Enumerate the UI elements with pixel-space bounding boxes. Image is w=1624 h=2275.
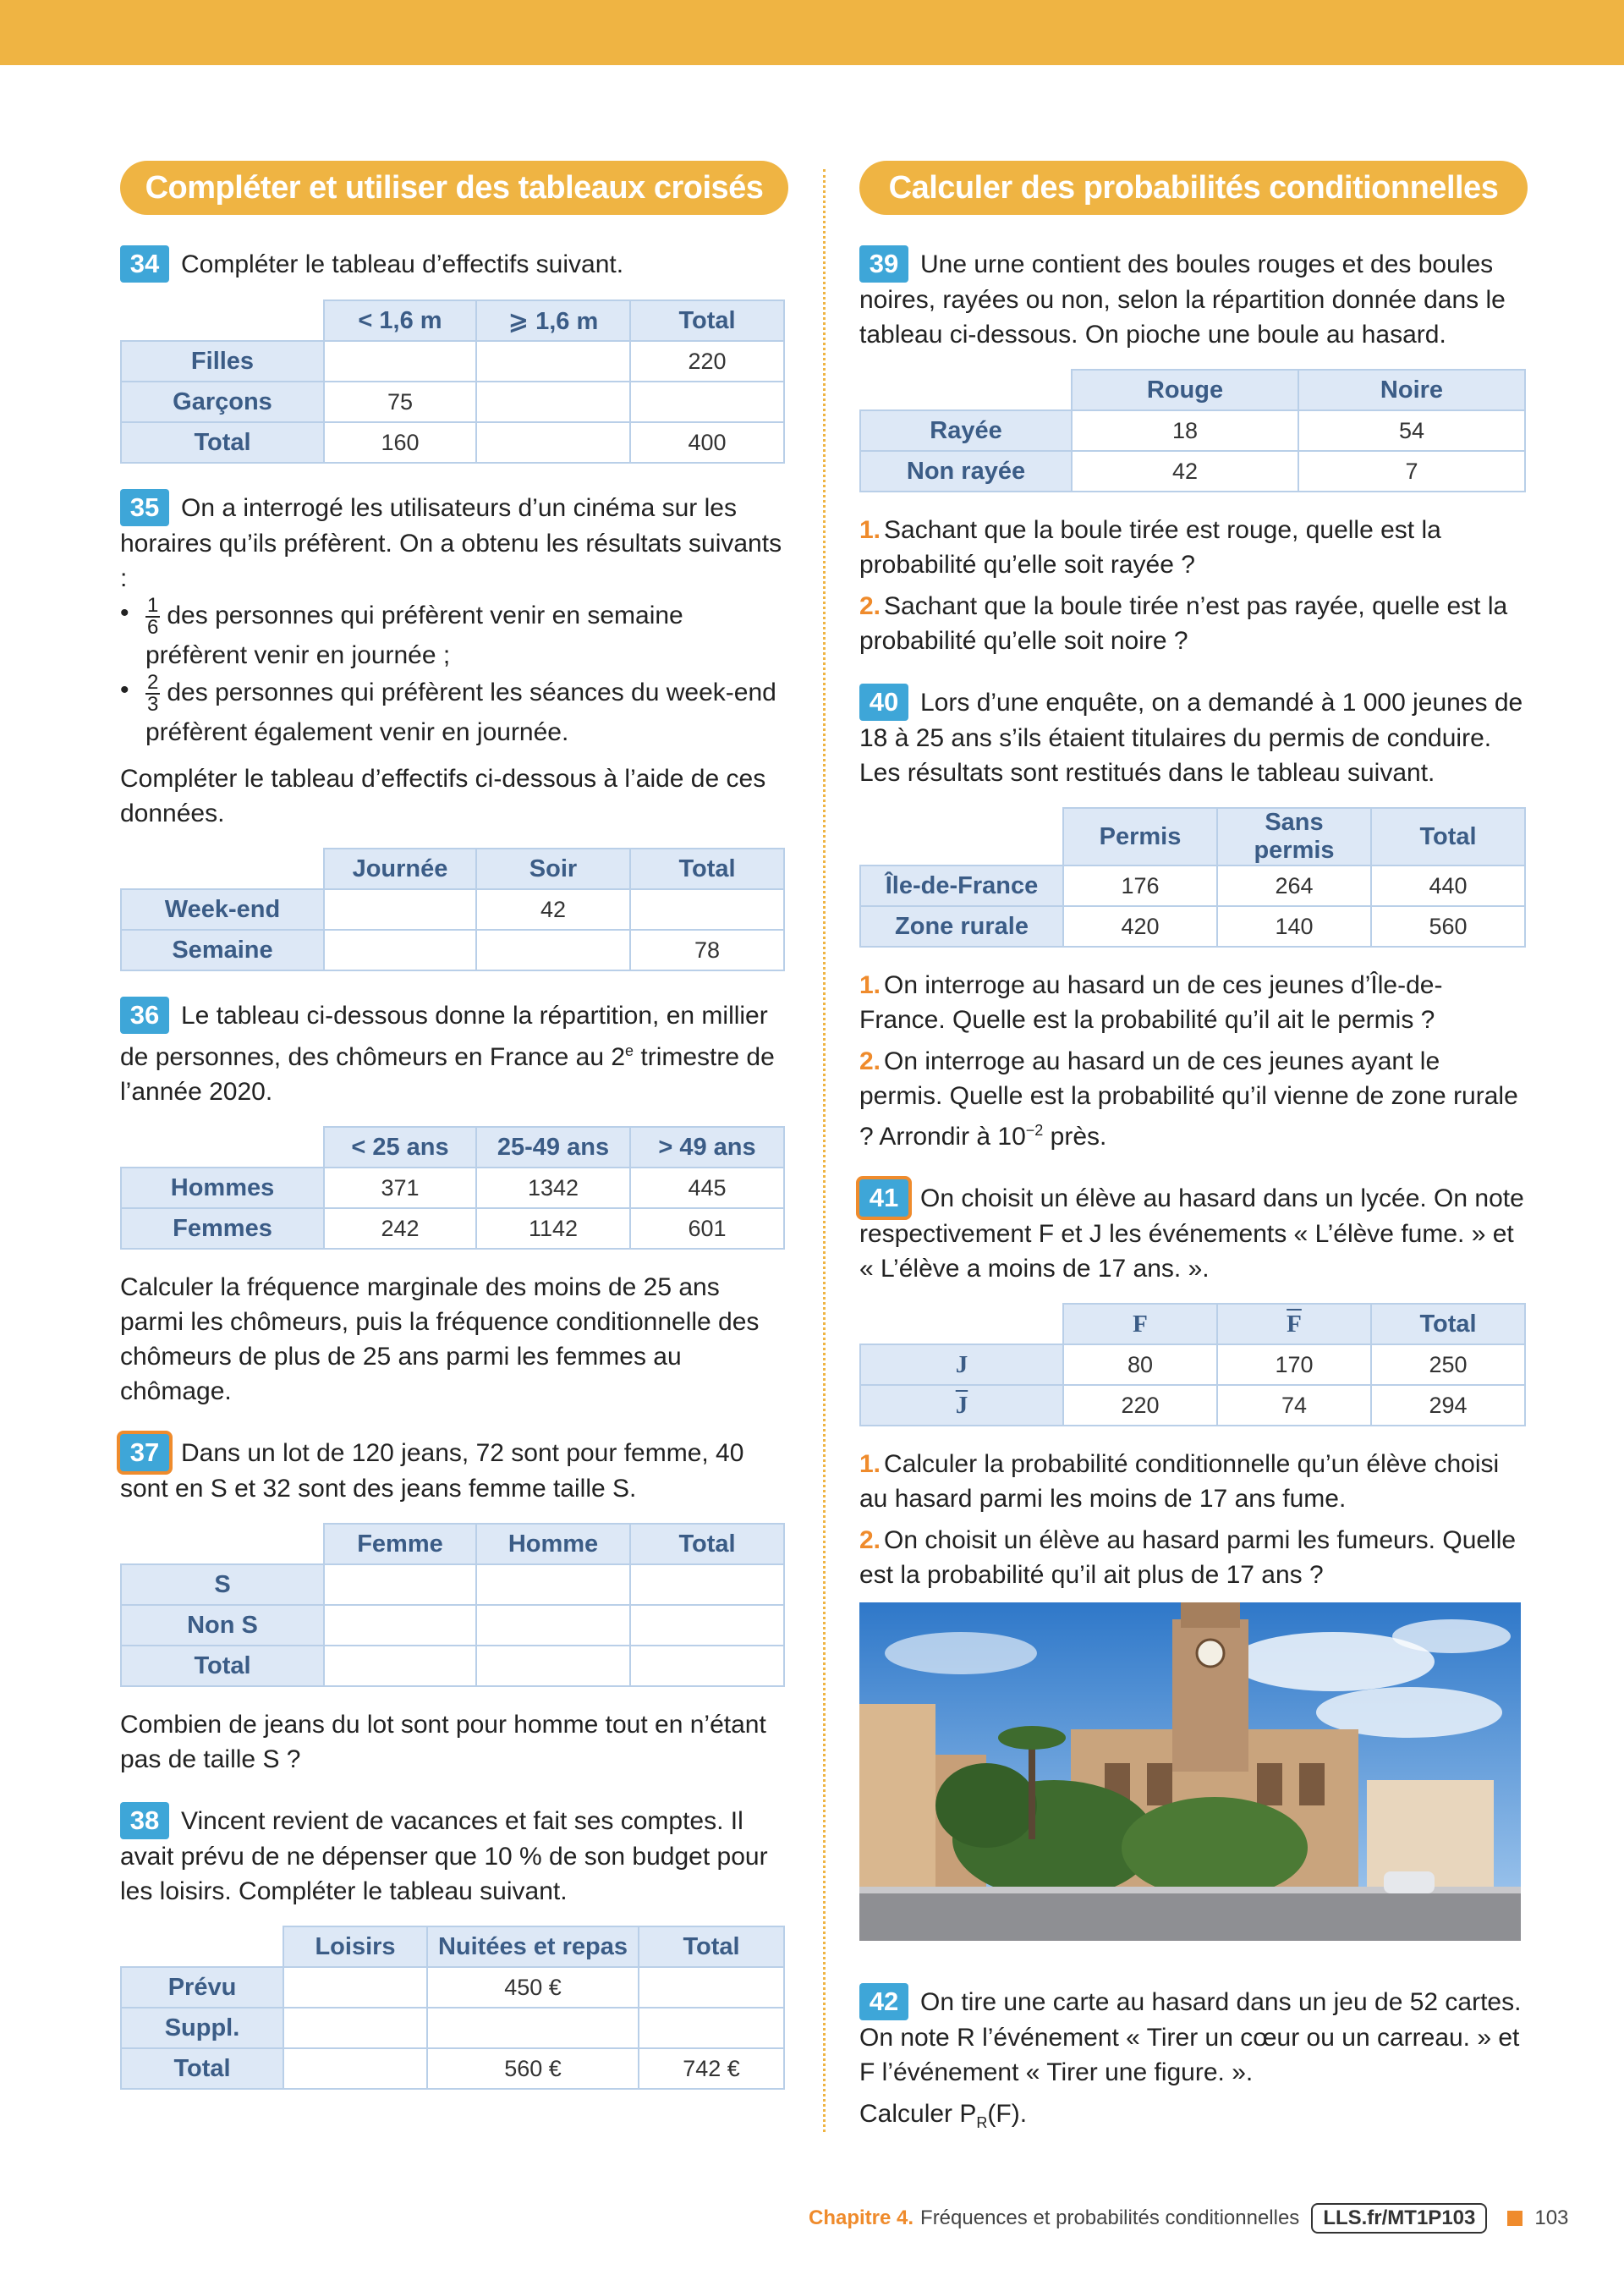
right-column — [859, 161, 1528, 2166]
table-ex41 — [859, 1303, 1526, 1426]
table-cell: 250 — [1371, 1344, 1525, 1385]
table-header: Total — [1371, 1304, 1525, 1344]
table-header: < 1,6 m — [324, 300, 476, 341]
table-header: > 49 ans — [630, 1127, 784, 1168]
table-cell: 420 — [1063, 906, 1217, 947]
exercise-text: Compléter le tableau d’effectifs ci-dessous à l’aide de ces données. — [120, 765, 766, 827]
section-title-left: Compléter et utiliser des tableaux croisés — [120, 161, 788, 215]
table-cell: 601 — [630, 1208, 784, 1249]
exercise-text: Le tableau ci-dessous donne la répartition, en millier de personnes, des chômeurs en France au 2 — [120, 1002, 768, 1071]
exercise-number: 39 — [859, 245, 908, 283]
question-2: 2. On choisit un élève au hasard parmi les fumeurs. Quelle est la probabilité qu’il ait plus de 17 ans ? — [859, 1526, 1517, 1589]
exercise-text: Vincent revient de vacances et fait ses comptes. Il avait prévu de ne dépenser que 10 % de son budget pour les loisirs. Compléter le tableau suivant. — [120, 1807, 768, 1905]
exercise-number: 37 — [120, 1434, 169, 1471]
table-cell — [476, 341, 630, 382]
table-cell: 264 — [1217, 865, 1371, 906]
calc-line: Calculer $P_R(F)$. — [859, 2100, 1028, 2131]
table-header: Total — [630, 849, 784, 889]
question-1: 1. Calculer la probabilité conditionnelle qu’un élève choisi au hasard parmi les moins de 17 ans fume. — [859, 1450, 1500, 1513]
table-header: Nuitées et repas — [427, 1926, 639, 1967]
exercise-number: 34 — [120, 245, 169, 283]
exercise-text: On a interrogé les utilisateurs d’un cinéma sur les horaires qu’ils préfèrent. On a obtenu les résultats suivants : — [120, 494, 782, 592]
row-header: Hommes — [121, 1168, 324, 1208]
photo-illustration — [859, 1602, 1521, 1941]
exercise-34 — [120, 245, 788, 464]
table-header: Homme — [476, 1524, 630, 1564]
table-cell: 742 € — [639, 2048, 784, 2089]
table-cell: 18 — [1072, 410, 1298, 451]
table-cell: 560 € — [427, 2048, 639, 2089]
table-cell — [324, 1646, 476, 1686]
exercise-35 — [120, 489, 788, 971]
table-header-complement: $\overline{F}$ — [1217, 1304, 1371, 1344]
table-cell: 440 — [1371, 865, 1525, 906]
row-header: Rayée — [860, 410, 1072, 451]
table-cell: 7 — [1298, 451, 1525, 492]
table-cell: 371 — [324, 1168, 476, 1208]
left-column — [120, 161, 788, 2115]
section-title-right: Calculer des probabilités conditionnelles — [859, 161, 1528, 215]
table-header: Total — [1371, 808, 1525, 865]
exercise-36 — [120, 997, 788, 1409]
exercise-number: 41 — [859, 1179, 908, 1217]
exercise-41 — [859, 1179, 1528, 1941]
table-header: ⩾ 1,6 m — [476, 300, 630, 341]
top-banner — [0, 0, 1624, 65]
table-cell: 170 — [1217, 1344, 1371, 1385]
table-cell — [324, 889, 476, 930]
table-header: F — [1063, 1304, 1217, 1344]
table-ex40 — [859, 807, 1526, 948]
exercise-38 — [120, 1802, 788, 2090]
row-header: Zone rurale — [860, 906, 1063, 947]
exercise-37 — [120, 1434, 788, 1777]
table-cell — [324, 1605, 476, 1646]
table-header: Total — [630, 300, 784, 341]
table-ex34 — [120, 299, 785, 464]
superscript: e — [625, 1042, 634, 1059]
row-header: Suppl. — [121, 2008, 283, 2048]
exercise-number: 35 — [120, 489, 169, 526]
question-1: 1. Sachant que la boule tirée est rouge, quelle est la probabilité qu’elle soit rayée ? — [859, 516, 1441, 579]
row-header: Total — [121, 1646, 324, 1686]
table-cell: 42 — [476, 889, 630, 930]
exercise-number: 36 — [120, 997, 169, 1034]
table-cell: 78 — [630, 930, 784, 970]
table-cell — [476, 1564, 630, 1605]
row-header: Prévu — [121, 1967, 283, 2008]
footer-title: Fréquences et probabilités conditionnelles — [920, 2206, 1300, 2229]
table-cell — [476, 382, 630, 422]
table-header: Permis — [1063, 808, 1217, 865]
table-cell — [324, 930, 476, 970]
table-cell: 560 — [1371, 906, 1525, 947]
table-ex39 — [859, 369, 1526, 492]
table-cell — [283, 2048, 427, 2089]
bullet-text: des personnes qui préfèrent les séances du week-end préfèrent également venir en journée. — [145, 678, 776, 746]
row-header: Semaine — [121, 930, 324, 970]
question-2: 2. Sachant que la boule tirée n’est pas rayée, quelle est la probabilité qu’elle soit noire ? — [859, 592, 1508, 655]
exercise-text: trimestre de l’année 2020. — [120, 1043, 775, 1106]
table-cell: 1342 — [476, 1168, 630, 1208]
table-ex38 — [120, 1926, 785, 2090]
table-header: Sans permis — [1217, 808, 1371, 865]
question-2: 2. On interroge au hasard un de ces jeunes ayant le permis. Quelle est la probabilité qu’il vienne de zone rurale ? Arrondir à $10^{-2}$ près. — [859, 1047, 1518, 1151]
table-cell — [476, 930, 630, 970]
exercise-text: Lors d’une enquête, on a demandé à 1 000 jeunes de 18 à 25 ans s’ils étaient titulaires du permis de conduire. Les résultats sont restitués dans le tableau suivant. — [859, 689, 1523, 787]
table-cell: 140 — [1217, 906, 1371, 947]
table-cell — [630, 889, 784, 930]
exercise-text: Compléter le tableau d’effectifs suivant. — [181, 250, 624, 278]
row-header: Total — [121, 422, 324, 463]
table-cell: 176 — [1063, 865, 1217, 906]
table-cell: 445 — [630, 1168, 784, 1208]
exercise-text: On choisit un élève au hasard dans un lycée. On note respectivement F et J les événements « L’élève fume. » et « L’élève a moins de 17 ans. ». — [859, 1184, 1524, 1283]
exercise-42 — [859, 1983, 1528, 2140]
table-header: Femme — [324, 1524, 476, 1564]
fraction: • $\frac{1}{6}$ — [147, 594, 159, 639]
exercise-39 — [859, 245, 1528, 658]
table-cell: 1142 — [476, 1208, 630, 1249]
table-cell — [476, 1646, 630, 1686]
table-cell: 450 € — [427, 1967, 639, 2008]
table-header: Noire — [1298, 370, 1525, 410]
row-header: J — [860, 1344, 1063, 1385]
table-cell — [283, 1967, 427, 2008]
exercise-text: Combien de jeans du lot sont pour homme tout en n’étant pas de taille S ? — [120, 1711, 766, 1773]
exercise-40 — [859, 684, 1528, 1154]
exercise-text: Dans un lot de 120 jeans, 72 sont pour femme, 40 sont en S et 32 sont des jeans femme taille S. — [120, 1439, 744, 1503]
page-number: 103 — [1534, 2206, 1569, 2229]
table-cell — [639, 2008, 784, 2048]
table-cell: 160 — [324, 422, 476, 463]
table-cell — [324, 1564, 476, 1605]
table-cell — [630, 1646, 784, 1686]
fraction: • $\frac{2}{3}$ — [147, 671, 159, 716]
table-header: Journée — [324, 849, 476, 889]
exercise-text: Une urne contient des boules rouges et des boules noires, rayées ou non, selon la répartition donnée dans le tableau ci-dessous. On pioche une boule au hasard. — [859, 250, 1506, 349]
table-header: Rouge — [1072, 370, 1298, 410]
row-header: Non S — [121, 1605, 324, 1646]
table-cell — [639, 1967, 784, 2008]
exercise-number: 42 — [859, 1983, 908, 2020]
row-header: Total — [121, 2048, 283, 2089]
table-header: Soir — [476, 849, 630, 889]
table-header: 25-49 ans — [476, 1127, 630, 1168]
exercise-number: 40 — [859, 684, 908, 721]
table-cell: 74 — [1217, 1385, 1371, 1426]
footer-square-icon — [1507, 2211, 1522, 2226]
table-cell — [630, 1564, 784, 1605]
table-cell: 400 — [630, 422, 784, 463]
row-header: Femmes — [121, 1208, 324, 1249]
table-cell — [283, 2008, 427, 2048]
row-header-complement: $\overline{J}$ — [860, 1385, 1063, 1426]
table-cell — [324, 341, 476, 382]
row-header: Non rayée — [860, 451, 1072, 492]
footer-link[interactable]: LLS.fr/MT1P103 — [1311, 2203, 1487, 2234]
table-ex35 — [120, 848, 785, 971]
bullet-item — [120, 673, 788, 750]
table-ex36 — [120, 1126, 785, 1250]
table-header: < 25 ans — [324, 1127, 476, 1168]
row-header: S — [121, 1564, 324, 1605]
footer-chapter: Chapitre 4. — [809, 2206, 914, 2229]
table-cell: 42 — [1072, 451, 1298, 492]
table-ex37 — [120, 1523, 785, 1687]
table-cell — [476, 1605, 630, 1646]
table-cell: 242 — [324, 1208, 476, 1249]
row-header: Garçons — [121, 382, 324, 422]
table-header: Loisirs — [283, 1926, 427, 1967]
table-cell: 294 — [1371, 1385, 1525, 1426]
table-cell: 75 — [324, 382, 476, 422]
column-divider — [823, 169, 826, 2132]
bullet-item — [120, 596, 788, 673]
table-cell — [630, 382, 784, 422]
exercise-number: 38 — [120, 1802, 169, 1839]
table-cell — [630, 1605, 784, 1646]
exercise-text: On tire une carte au hasard dans un jeu de 52 cartes. On note R l’événement « Tirer un cœur ou un carreau. » et F l’événement « Tirer une figure. ». — [859, 1988, 1522, 2086]
page-footer — [809, 2203, 1568, 2234]
table-cell: 220 — [1063, 1385, 1217, 1426]
row-header: Week-end — [121, 889, 324, 930]
question-1: 1. On interroge au hasard un de ces jeunes d’Île-de-France. Quelle est la probabilité qu’il ait le permis ? — [859, 971, 1443, 1034]
bullet-text: des personnes qui préfèrent venir en semaine préfèrent venir en journée ; — [145, 601, 683, 669]
exercise-text: Calculer la fréquence marginale des moins de 25 ans parmi les chômeurs, puis la fréquence conditionnelle des chômeurs de plus de 25 ans parmi les femmes au chômage. — [120, 1273, 760, 1405]
table-header: Total — [630, 1524, 784, 1564]
row-header: Filles — [121, 341, 324, 382]
table-cell: 54 — [1298, 410, 1525, 451]
table-cell: 220 — [630, 341, 784, 382]
table-cell — [427, 2008, 639, 2048]
table-cell: 80 — [1063, 1344, 1217, 1385]
table-cell — [476, 422, 630, 463]
row-header: Île-de-France — [860, 865, 1063, 906]
building-photo — [859, 1602, 1521, 1941]
table-header: Total — [639, 1926, 784, 1967]
